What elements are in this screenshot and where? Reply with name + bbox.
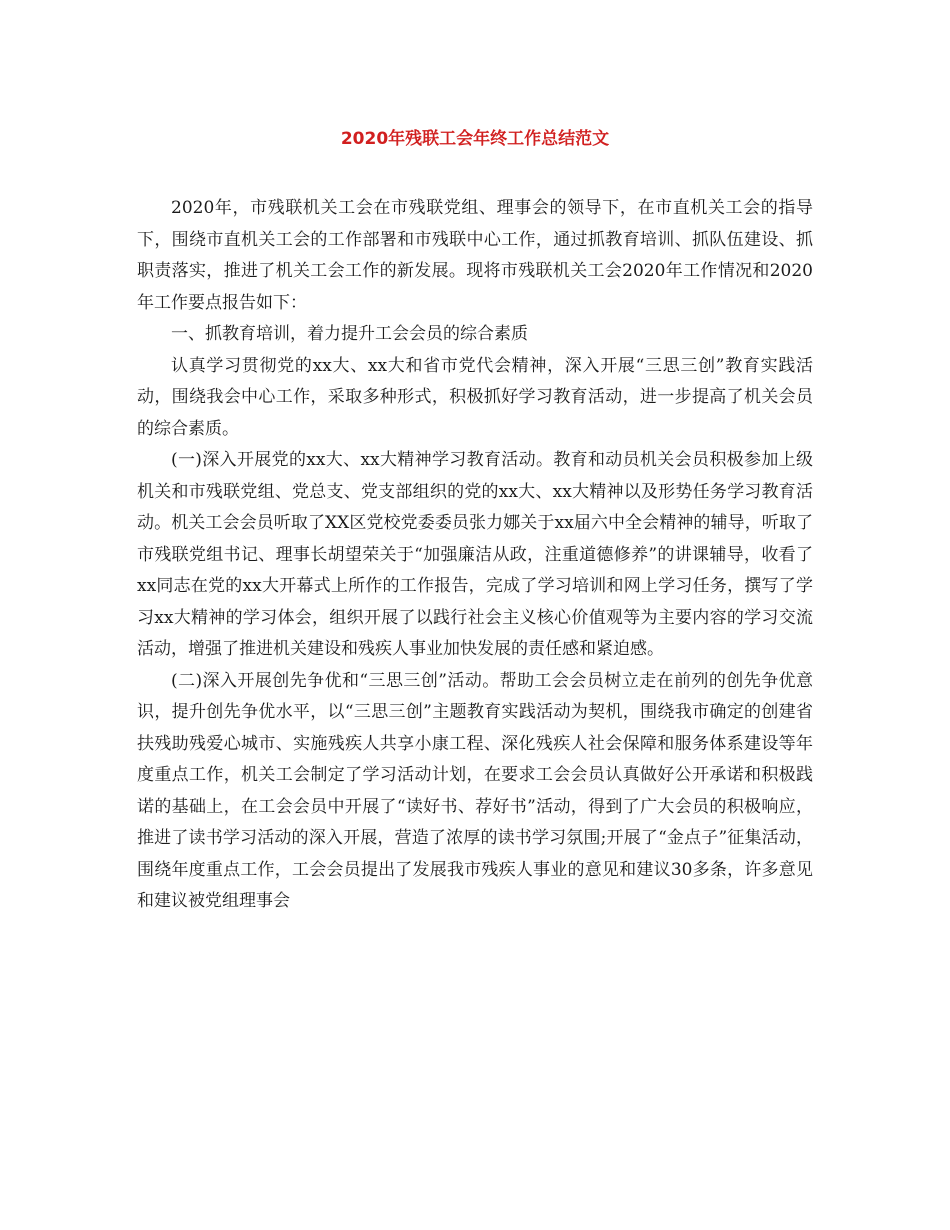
paragraph-subsection-1: (一)深入开展党的xx大、xx大精神学习教育活动。教育和动员机关会员积极参加上级机关和市残联党组、党总支、党支部组织的党的xx大、xx大精神以及形势任务学习教育活动。机关工会会员听取了XX区党校党委委员张力娜关于xx届六中全会精神的辅导，听取了市残联党组书记、理事长胡望荣关于“加强廉洁从政，注重道德修养”的讲课辅导，收看了xx同志在党的xx大开幕式上所作的工作报告，完成了学习培训和网上学习任务，撰写了学习xx大精神的学习体会，组织开展了以践行社会主义核心价值观等为主要内容的学习交流活动，增强了推进机关建设和残疾人事业加快发展的责任感和紧迫感。 <box>137 450 813 659</box>
paragraph-subsection-2: (二)深入开展创先争优和“三思三创”活动。帮助工会会员树立走在前列的创先争优意识，提升创先争优水平，以“三思三创”主题教育实践活动为契机，围绕我市确定的创建省扶残助残爱心城市、实施残疾人共享小康工程、深化残疾人社会保障和服务体系建设等年度重点工作，机关工会制定了学习活动计划，在要求工会会员认真做好公开承诺和积极践诺的基础上，在工会会员中开展了“读好书、荐好书”活动，得到了广大会员的积极响应，推进了读书学习活动的深入开展，营造了浓厚的读书学习氛围;开展了“金点子”征集活动，围绕年度重点工作，工会会员提出了发展我市残疾人事业的意见和建议30多条，许多意见和建议被党组理事会 <box>137 670 813 911</box>
paragraph-intro: 2020年，市残联机关工会在市残联党组、理事会的领导下，在市直机关工会的指导下，围绕市直机关工会的工作部署和市残联中心工作，通过抓教育培训、抓队伍建设、抓职责落实，推进了机关工会工作的新发展。现将市残联机关工会2020年工作情况和2020年工作要点报告如下： <box>137 198 813 313</box>
section-heading-1: 一、抓教育培训，着力提升工会会员的综合素质 <box>171 324 528 344</box>
document-body <box>137 193 813 918</box>
document-title: 2020年残联工会年终工作总结范文 <box>340 129 610 149</box>
paragraph-section-1-summary: 认真学习贯彻党的xx大、xx大和省市党代会精神，深入开展“三思三创”教育实践活动，围绕我会中心工作，采取多种形式，积极抓好学习教育活动，进一步提高了机关会员的综合素质。 <box>137 355 813 439</box>
